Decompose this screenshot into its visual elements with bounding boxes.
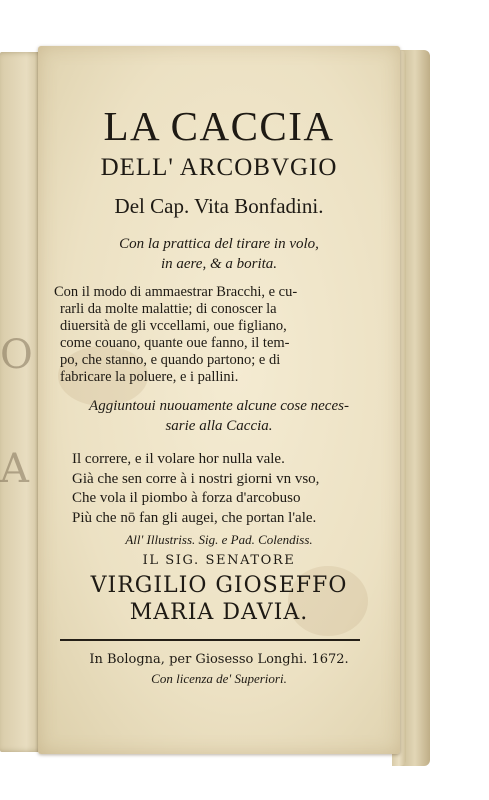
verse-stanza (72, 450, 372, 528)
subtitle-line: Con la prattica del tirare in volo, (119, 236, 319, 252)
dedication-salutation: All' Illustriss. Sig. e Pad. Colendiss. (125, 532, 313, 547)
description-line: Con il modo di ammaestrar Bracchi, e cu- (54, 284, 298, 300)
verse-line: Il correre, e il volare hor nulla vale. (72, 451, 285, 467)
dedicatee-name-line2: MARIA DAVIA. (129, 600, 309, 625)
description-line: rarli da molte malattie; di conoscer la (60, 301, 277, 317)
divider-rule (60, 639, 360, 641)
additions-line: Aggiuntoui nuouamente alcune cose neces- (89, 398, 349, 414)
imprint-line: In Bologna, per Giosesso Longhi. 1672. (89, 652, 349, 667)
additions-line: sarie alla Caccia. (165, 418, 273, 434)
license-line: Con licenza de' Superiori. (151, 671, 287, 686)
description-line: po, che stanno, e quando partono; e di (60, 352, 281, 368)
verse-line: Già che sen corre à i nostri giorni vn vso, (72, 470, 320, 487)
description-line: fabricare la poluere, e i pallini. (60, 369, 239, 385)
verse-line: Più che nō fan gli augei, che portan l'ale. (72, 509, 317, 526)
dedicatee-name: VIRGILIO GIOSEFFO (90, 573, 348, 598)
author-line: Del Cap. Vita Bonfadini. (114, 194, 324, 218)
description-line: come couano, quante oue fanno, il tem- (60, 335, 290, 351)
verse-line: Che vola il piombo à forza d'arcobuso (72, 490, 301, 506)
title-page (38, 46, 400, 754)
dedication-title: IL SIG. SENATORE (142, 553, 296, 568)
description-paragraph (54, 284, 354, 386)
subtitle-line: in aere, & a borita. (160, 256, 278, 272)
bleed-through-letter: A (0, 446, 29, 492)
book-title-line2: DELL' ARCOBVGIO (100, 154, 338, 181)
book-title: LA CACCIA (103, 103, 335, 149)
description-line: diuersità de gli vccellami, oue figliano, (60, 318, 287, 334)
bleed-through-letter: O (0, 332, 33, 378)
